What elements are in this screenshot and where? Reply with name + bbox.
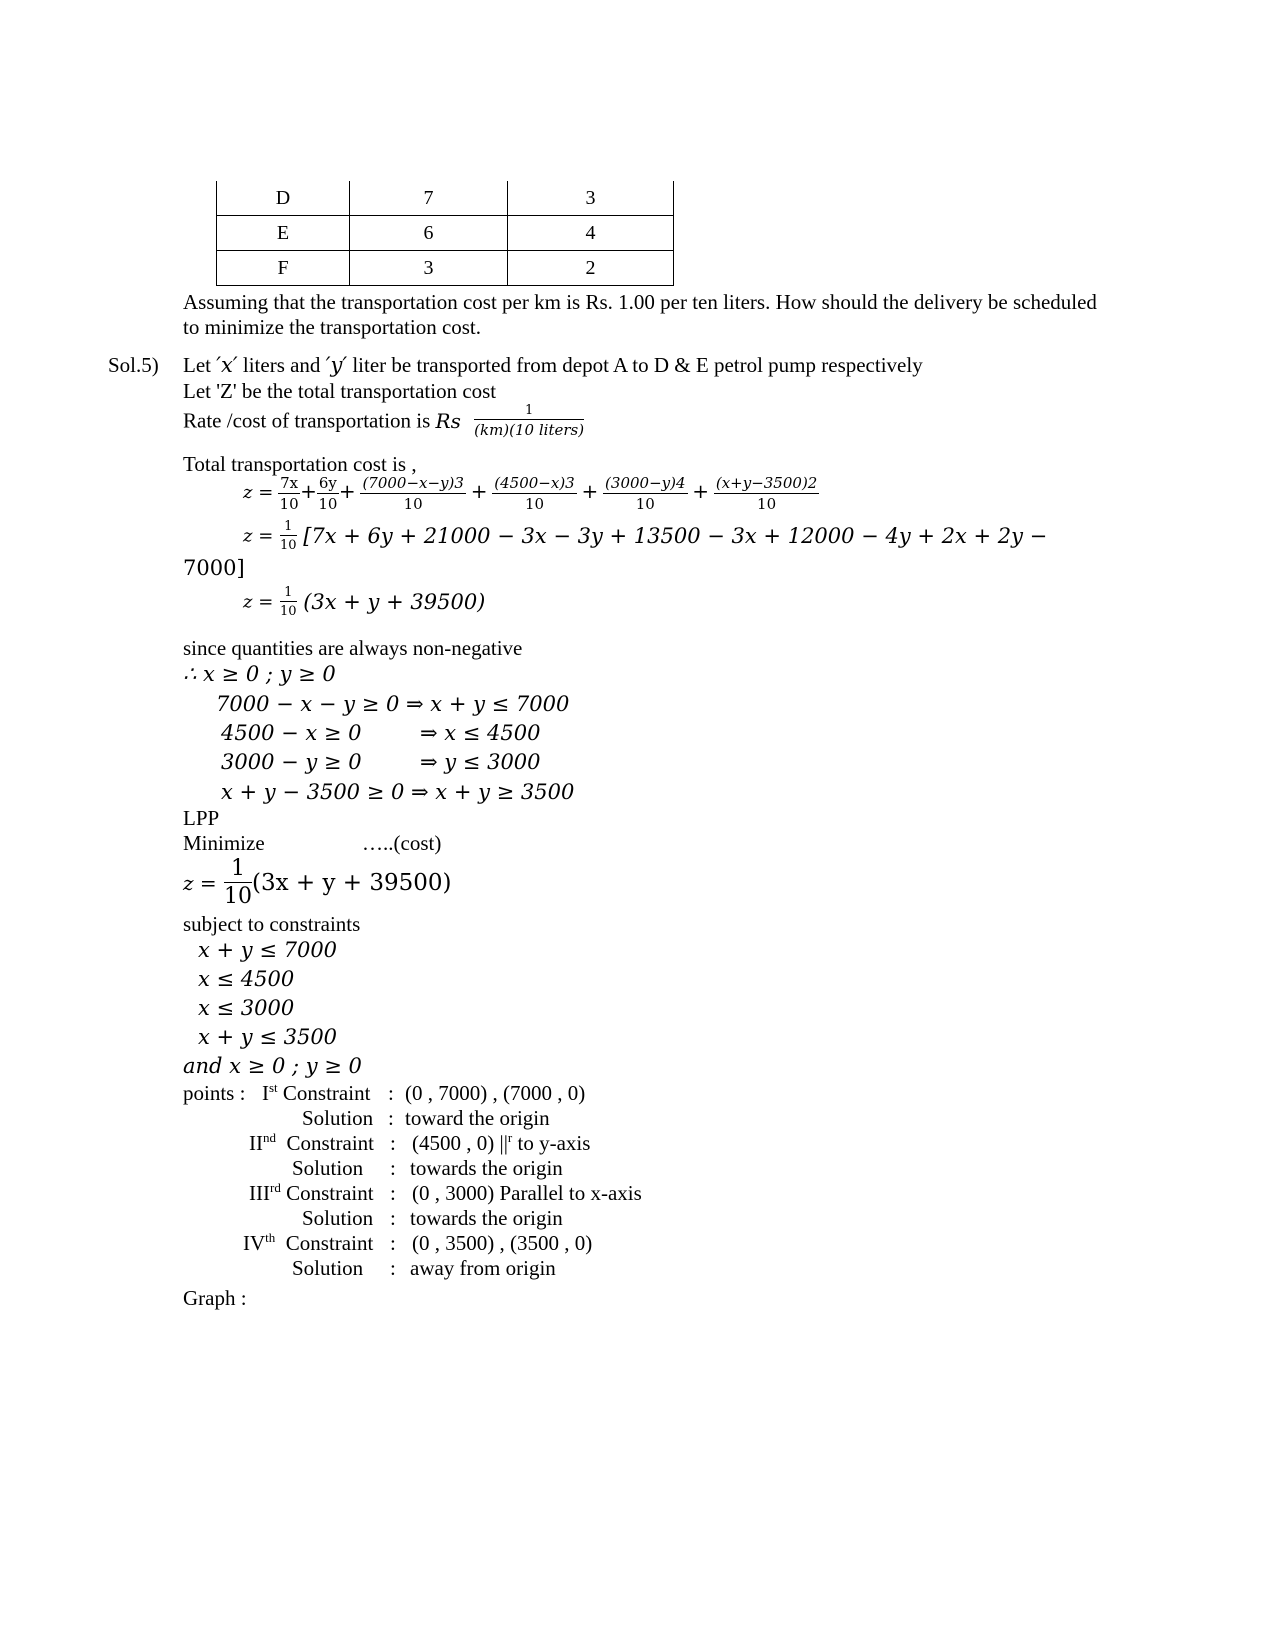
table-row (217, 181, 674, 216)
point-2-solution-value: towards the origin (410, 1156, 563, 1180)
numerator: (7000−x−y)3 (362, 474, 464, 492)
constraint-derivation-4: x + y − 3500 ≥ 0 ⇒ x + y ≥ 3500 (221, 780, 575, 804)
lhs: z = (243, 482, 274, 503)
denominator: 10 (318, 495, 338, 513)
text: Let (183, 353, 217, 377)
minimize-label: Minimize (183, 831, 265, 855)
equation-2 (243, 520, 1047, 552)
superscript: rd (269, 1180, 281, 1195)
text: I (262, 1081, 269, 1105)
colon: : (390, 1231, 396, 1255)
point-1-label (262, 1080, 371, 1105)
nonneg-text: since quantities are always non-negative (183, 636, 523, 660)
fraction (278, 476, 300, 512)
equation-1 (243, 476, 819, 512)
let-line (183, 355, 923, 376)
distance-table (216, 181, 674, 286)
expression: (3x + y + 39500) (251, 870, 452, 896)
fraction (280, 586, 297, 618)
text: Constraint (277, 1081, 371, 1105)
rate-fraction (474, 404, 584, 438)
constraint-4: x + y ≤ 3500 (198, 1025, 338, 1049)
superscript: nd (263, 1130, 276, 1145)
expression: [7x + 6y + 21000 − 3x − 3y + 13500 − 3x + 12000 − 4y + 2x + 2y − (303, 524, 1048, 548)
expression: (3x + y + 39500) (303, 590, 486, 614)
solution-label: Sol.5) (108, 353, 159, 377)
text: IV (243, 1231, 266, 1255)
colon: : (390, 1181, 396, 1205)
table-cell: 4 (508, 216, 674, 251)
denominator: 10 (223, 884, 252, 909)
colon: : (390, 1156, 396, 1180)
plus: + (470, 479, 488, 503)
numerator: 1 (474, 404, 584, 420)
table-cell: D (217, 181, 350, 216)
point-1-solution-value: toward the origin (405, 1106, 550, 1130)
point-3-solution-label: Solution (302, 1206, 374, 1230)
constraint-derivation-1: 7000 − x − y ≥ 0 ⇒ x + y ≤ 7000 (216, 692, 570, 716)
point-4-label (243, 1230, 374, 1255)
nonneg-equation: ∴ x ≥ 0 ; y ≥ 0 (183, 662, 336, 686)
denominator: 10 (524, 495, 545, 513)
numerator: 7x (280, 474, 299, 492)
colon: : (390, 1256, 396, 1280)
text: Rate /cost of transportation is (183, 408, 436, 433)
rate-line (183, 404, 584, 438)
superscript: st (269, 1080, 278, 1095)
fraction (360, 476, 466, 512)
fraction (492, 476, 576, 512)
denominator: 10 (279, 604, 297, 619)
text: liter be transported from depot A to D & E petrol pump respectively (347, 353, 923, 377)
lhs: z = (243, 525, 274, 547)
point-4-solution-label: Solution (292, 1256, 364, 1280)
point-2-label (249, 1130, 374, 1155)
equation-3 (243, 586, 485, 618)
text: to y-axis (512, 1131, 591, 1155)
nonneg-constraint: and x ≥ 0 ; y ≥ 0 (183, 1054, 362, 1078)
colon: : (390, 1131, 396, 1155)
subject-to: subject to constraints (183, 912, 361, 936)
numerator: (3000−y)4 (605, 474, 686, 492)
numerator: 1 (280, 520, 297, 536)
plus: + (581, 479, 599, 503)
point-4-solution-value: away from origin (410, 1256, 556, 1280)
constraint-3: x ≤ 3000 (198, 996, 295, 1020)
lpp-heading: LPP (183, 806, 220, 830)
constraint-derivation-2b: ⇒ x ≤ 4500 (420, 721, 541, 745)
fraction (317, 476, 339, 512)
constraint-derivation-3b: ⇒ y ≤ 3000 (420, 750, 541, 774)
denominator: 10 (403, 495, 423, 513)
point-1-value: (0 , 7000) , (7000 , 0) (405, 1081, 586, 1105)
plus: + (300, 479, 317, 503)
point-4-value: (0 , 3500) , (3500 , 0) (412, 1231, 593, 1255)
colon: : (390, 1206, 396, 1230)
text: (4500 , 0) || (412, 1131, 508, 1155)
point-2-value (412, 1130, 591, 1155)
points-label: points : (183, 1081, 246, 1105)
var-y: ′y′ (325, 353, 348, 377)
superscript: th (265, 1230, 276, 1245)
numerator: 1 (280, 586, 297, 602)
table-row (217, 251, 674, 286)
constraint-derivation-2a: 4500 − x ≥ 0 (221, 721, 362, 745)
text: Constraint (276, 1131, 374, 1155)
table-cell: 3 (508, 181, 674, 216)
text: II (249, 1131, 263, 1155)
point-3-solution-value: towards the origin (410, 1206, 563, 1230)
table-cell: 2 (508, 251, 674, 286)
table-cell: 7 (350, 181, 508, 216)
text: III (249, 1181, 270, 1205)
table-cell: F (217, 251, 350, 286)
equation-2-continued: 7000] (183, 556, 245, 580)
point-3-value: (0 , 3000) Parallel to x-axis (412, 1181, 642, 1205)
fraction (280, 520, 297, 552)
rs-symbol: Rs (435, 409, 461, 433)
lhs: z = (243, 591, 274, 613)
point-3-label (249, 1180, 374, 1205)
denominator: 10 (279, 495, 299, 513)
text: Constraint (280, 1181, 374, 1205)
numerator: (x+y−3500)2 (715, 474, 818, 492)
table-row (217, 216, 674, 251)
denominator: 10 (757, 495, 777, 513)
table-cell: 6 (350, 216, 508, 251)
graph-label: Graph : (183, 1286, 247, 1310)
var-x: ′x′ (216, 353, 238, 377)
denominator: 10 (279, 538, 297, 553)
problem-line-2: to minimize the transportation cost. (183, 315, 482, 339)
fraction (714, 476, 820, 512)
colon: : (388, 1081, 394, 1105)
fraction (603, 476, 687, 512)
total-line: Total transportation cost is , (183, 452, 417, 476)
plus: + (692, 479, 710, 503)
numerator: 6y (318, 474, 337, 492)
table-cell: 3 (350, 251, 508, 286)
objective-function (183, 858, 451, 908)
lhs: z = (183, 871, 217, 895)
text: liters and (237, 353, 326, 377)
denominator: 10 (635, 495, 655, 513)
numerator: (4500−x)3 (494, 474, 575, 492)
superscript: r (507, 1130, 513, 1145)
point-1-solution-label: Solution (302, 1106, 374, 1130)
colon: : (388, 1106, 394, 1130)
point-2-solution-label: Solution (292, 1156, 364, 1180)
plus: + (338, 479, 356, 503)
cost-label: …..(cost) (362, 831, 442, 855)
constraint-derivation-3a: 3000 − y ≥ 0 (221, 750, 362, 774)
constraint-1: x + y ≤ 7000 (198, 938, 338, 962)
fraction (224, 858, 252, 908)
problem-line-1: Assuming that the transportation cost per km is Rs. 1.00 per ten liters. How should the delivery be scheduled (183, 290, 1097, 314)
let-z-line: Let 'Z' be the total transportation cost (183, 379, 497, 403)
numerator: 1 (224, 858, 252, 883)
constraint-2: x ≤ 4500 (198, 967, 295, 991)
denominator: (km)(10 liters) (474, 421, 585, 439)
table-cell: E (217, 216, 350, 251)
text: Constraint (275, 1231, 374, 1255)
